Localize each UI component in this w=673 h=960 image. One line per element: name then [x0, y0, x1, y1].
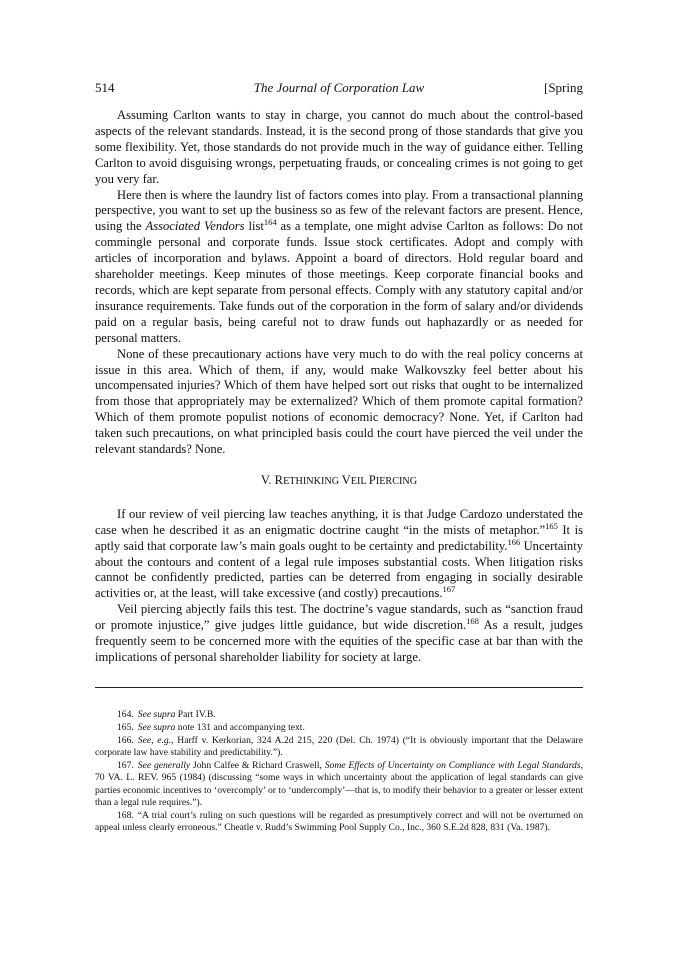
case-name: Associated Vendors	[145, 219, 245, 234]
footnote-ref-168: 168	[466, 616, 479, 627]
footnote-166: 166. See, e.g., Harff v. Kerkorian, 324 A.2d 215, 220 (Del. Ch. 1974) (“It is obviously important that the Delaware corporate law have stability and predictability.”).	[95, 735, 583, 759]
paragraph-2: Here then is where the laundry list of factors comes into play. From a transactional planning perspective, you want to set up the business so as few of the relevant factors are present. Hence, using the Associated Vendors list$^{164}$ as a template, one might advise Carlton as follows: Do not commingle personal and corporate funds. Issue stock certificates. Adopt and comply with articles of incorporation and bylaws. Appoint a board of directors. Hold regular board and shareholder meetings. Keep minutes of those meetings. Keep corporate financial books and records, which are kept separate from personal effects. Comply with any statutory capital and/or insurance requirements. Take funds out of the corporation in the form of salary and/or dividends paid on a regular basis, being careful not to draw funds out haphazardly or as needed for personal matters.	[95, 187, 583, 345]
footnote-ref-166: 166	[507, 536, 521, 547]
footnote-ref-165: 165	[545, 520, 558, 531]
footnote-168: 168. “A trial court’s ruling on such questions will be regarded as presumptively correct and will not be overturned on appeal unless clearly erroneous.” Cheatle v. Rudd’s Swimming Pool Supply Co., Inc., 360 S.E.2d 828, 831 (Va. 1987).	[95, 809, 583, 833]
issue-season: [Spring	[544, 80, 583, 95]
footnote-167: 167. See generally John Calfee & Richard Craswell, Some Effects of Uncertainty on Compliance with Legal Standards, 70 VA. L. REV. 965 (1984) (discussing “some ways in which uncertainty about the application of legal standards can give parties economic incentives to ‘overcomply’ or to ‘undercomply’—that is, to modify their behavior to a greater or lesser extent than a legal rule requires.”).	[95, 760, 583, 808]
running-header	[95, 80, 583, 96]
footnote-164: 164. See supra Part IV.B.	[117, 709, 216, 720]
journal-title: The Journal of Corporation Law	[253, 80, 425, 95]
footnote-ref-164: 164	[263, 217, 277, 228]
footnotes	[95, 709, 583, 835]
footnote-ref-167: 167	[442, 584, 456, 595]
paragraph-1: Assuming Carlton wants to stay in charge, you cannot do much about the control-based aspects of the relevant standards. Instead, it is the second prong of those standards that give you some flexibility. Yet, those standards do not provide much in the way of guidance either. Telling Carlton to avoid disguising wrongs, perpetuating frauds, or concealing crimes is not going to get you very far.	[95, 108, 583, 186]
paragraph-5: Veil piercing abjectly fails this test. The doctrine’s vague standards, such as “sanction fraud or promote injustice,” give judges little guidance, but wide discretion.$^{168}$ As a result, judges frequently seem to be concerned more with the equities of the specific case at bar than with the implications of personal shareholder liability for society at large.	[95, 602, 584, 664]
footnote-divider	[95, 687, 583, 688]
paragraph-3: None of these precautionary actions have very much to do with the real policy concerns at issue in this area. Which of them, if any, would make Walkovszky feel better about his uncompensated injuries? Which of them have helped sort out risks that ought to be internalized from those that appropriately may be externalized? Which of them promote capital formation? Which of them promote populist notions of economic democracy? None. Yet, if Carlton had taken such precautions, on what principled basis could the court have pierced the veil under the relevant standards? None.	[95, 346, 583, 457]
paragraph-4: If our review of veil piercing law teaches anything, it is that Judge Cardozo understated the case when he described it as an enigmatic doctrine caught “in the mists of metaphor.”$^{165}$ It is aptly said that corporate law’s main goals ought to be certainty and predictability.$^{166}$ Uncertainty about the contours and content of a legal rule imposes substantial costs. When litigation risks cannot be confidently predicted, parties can be deterred from engaging in socially desirable activities or, at the least, will take excessive (and costly) precautions.$^{167}$	[95, 506, 584, 601]
section-heading: V. RETHINKING VEIL PIERCING	[260, 472, 418, 487]
body-text	[95, 108, 583, 666]
page-number: 514	[95, 80, 115, 95]
footnote-165: 165. See supra note 131 and accompanying text.	[117, 722, 305, 734]
